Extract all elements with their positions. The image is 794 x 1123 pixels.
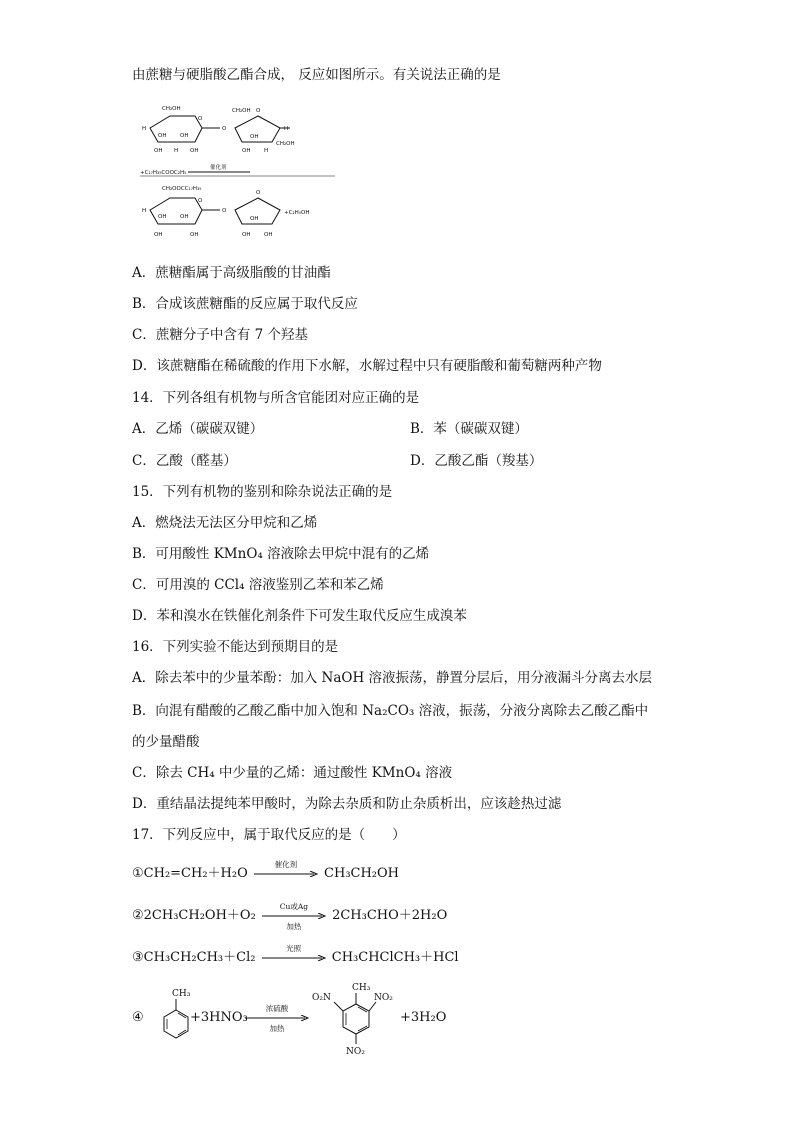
fig-h: H — [284, 126, 289, 132]
arrow-icon — [254, 871, 318, 877]
fig-oh: OH — [242, 232, 251, 238]
r4-number: ④ — [132, 1010, 144, 1025]
r2-arrow — [262, 901, 326, 931]
fig-reagent: +C₁₇H₃₅COOC₂H₅ — [140, 170, 187, 176]
r2-left: ②2CH₃CH₂OH＋O₂ — [132, 908, 256, 923]
r3-arrow — [262, 943, 326, 965]
q14-stem: 14．下列各组有机物与所含官能团对应正确的是 — [132, 390, 420, 406]
r3-right: CH₃CHClCH₃＋HCl — [331, 950, 459, 965]
tnt-no2-left: O₂N — [312, 993, 331, 1003]
q14-option-c: C．乙酸（醛基） — [132, 453, 237, 469]
sucrose-reaction-figure — [140, 100, 350, 250]
r1-right: CH₃CH₂OH — [324, 866, 400, 881]
r4-arrow — [243, 1003, 311, 1033]
q16-option-b-line2: 的少量醋酸 — [132, 734, 200, 750]
fig-h: H — [142, 208, 147, 214]
fig-o: O — [222, 126, 227, 132]
toluene-ch3: CH₃ — [172, 989, 191, 999]
r2-right: 2CH₃CHO＋2H₂O — [332, 908, 448, 923]
q13-option-c: C．蔗糖分子中含有 7 个羟基 — [132, 327, 309, 343]
question-intro: 由蔗糖与硬脂酸乙酯合成， 反应如图所示。有关说法正确的是 — [132, 67, 501, 83]
tnt-structure — [308, 980, 408, 1060]
q13-option-a: A．蔗糖酯属于高级脂酸的甘油酯 — [132, 265, 331, 281]
fig-oh: OH — [154, 232, 163, 238]
q15-option-d: D．苯和溴水在铁催化剂条件下可发生取代反应生成溴苯 — [132, 608, 467, 624]
fig-ch2oh-3: CH₂OH — [276, 141, 295, 147]
r4-condition-top: 浓硫酸 — [265, 1003, 289, 1013]
fig-oh: OH — [190, 148, 199, 154]
q15-option-a: A．燃烧法无法区分甲烷和乙烯 — [132, 515, 318, 531]
r4-condition-bottom: 加热 — [269, 1023, 285, 1033]
fig-oh: OH — [190, 232, 199, 238]
q17-reaction-2 — [132, 901, 448, 931]
fig-o: O — [256, 108, 261, 114]
fig-oh: OH — [250, 134, 259, 140]
fig-h: H — [142, 126, 147, 132]
r1-condition: 催化剂 — [274, 859, 298, 869]
r2-condition-bottom: 加热 — [286, 921, 302, 931]
fig-oh: OH — [264, 232, 273, 238]
fig-oh: OH — [242, 148, 251, 154]
q17-reaction-3 — [132, 943, 459, 965]
q17-stem: 17．下列反应中，属于取代反应的是（ ） — [132, 827, 406, 843]
r1-left: ①CH₂=CH₂＋H₂O — [132, 866, 248, 881]
fig-o: O — [222, 208, 227, 214]
fig-ch2oh-2: CH₂OH — [232, 108, 251, 114]
r4-product: +3H₂O — [400, 1010, 447, 1025]
tnt-no2-bottom: NO₂ — [346, 1047, 365, 1057]
q16-option-d: D．重结晶法提纯苯甲酸时，为除去杂质和防止杂质析出，应该趁热过滤 — [132, 796, 562, 812]
fig-oh: OH — [180, 214, 189, 220]
fig-h: H — [264, 148, 269, 154]
arrow-icon — [245, 1015, 309, 1021]
fig-o: O — [256, 190, 261, 196]
q15-option-b: B．可用酸性 KMnO₄ 溶液除去甲烷中混有的乙烯 — [132, 546, 430, 562]
fig-oh: OH — [180, 133, 189, 139]
fig-o: O — [198, 198, 203, 204]
r3-condition: 光照 — [286, 943, 302, 953]
q15-stem: 15．下列有机物的鉴别和除杂说法正确的是 — [132, 484, 393, 500]
fig-ester-group: CH₂OOCC₁₇H₃₅ — [162, 186, 202, 192]
fig-oh: OH — [158, 214, 167, 220]
q14-option-d: D．乙酸乙酯（羧基） — [410, 453, 543, 469]
tnt-no2-right: NO₂ — [374, 993, 393, 1003]
r4-reagent: +3HNO₃ — [190, 1010, 248, 1025]
fig-oh: OH — [250, 216, 259, 222]
q15-option-c: C．可用溴的 CCl₄ 溶液鉴别乙苯和苯乙烯 — [132, 577, 384, 593]
q16-stem: 16．下列实验不能达到预期目的是 — [132, 639, 339, 655]
fig-o: O — [198, 116, 203, 122]
fig-ch2oh-1: CH₂OH — [162, 106, 181, 112]
arrow-icon — [262, 913, 326, 919]
r2-condition-top: Cu或Ag — [279, 901, 309, 911]
fig-product-tail: +C₂H₅OH — [284, 210, 310, 216]
fig-h: H — [174, 148, 179, 154]
q14-option-b: B．苯（碳碳双键） — [410, 421, 528, 437]
r3-left: ③CH₃CH₂CH₃＋Cl₂ — [132, 950, 256, 965]
fig-catalyst: 催化剂 — [210, 165, 227, 171]
q13-option-b: B．合成该蔗糖酯的反应属于取代反应 — [132, 296, 358, 312]
q17-reaction-1 — [132, 859, 400, 881]
tnt-ch3: CH₃ — [352, 983, 371, 993]
fig-oh: OH — [154, 148, 163, 154]
r1-arrow — [254, 859, 318, 881]
q13-option-d: D．该蔗糖酯在稀硫酸的作用下水解，水解过程中只有硬脂酸和葡萄糖两种产物 — [132, 358, 602, 374]
toluene-structure — [158, 988, 194, 1044]
q14-option-a: A．乙烯（碳碳双键） — [132, 421, 264, 437]
arrow-icon — [262, 955, 326, 961]
q16-option-b-line1: B．向混有醋酸的乙酸乙酯中加入饱和 Na₂CO₃ 溶液，振荡，分液分离除去乙酸乙酯中 — [132, 703, 649, 719]
q16-option-c: C．除去 CH₄ 中少量的乙烯：通过酸性 KMnO₄ 溶液 — [132, 765, 453, 781]
fig-oh: OH — [158, 133, 167, 139]
q16-option-a: A．除去苯中的少量苯酚：加入 NaOH 溶液振荡，静置分层后，用分液漏斗分离去水层 — [132, 670, 653, 686]
